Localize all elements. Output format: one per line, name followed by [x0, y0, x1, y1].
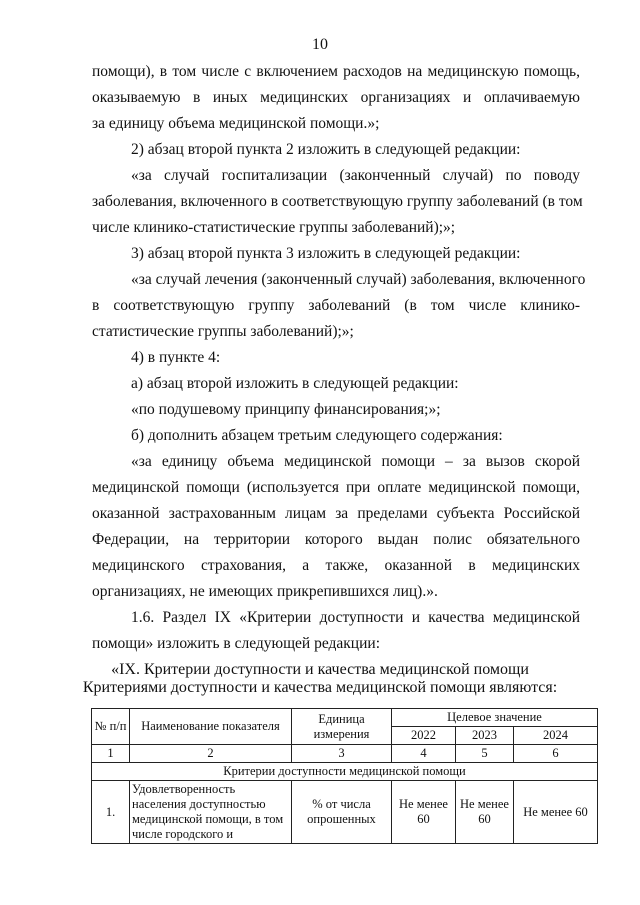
text-line: б) дополнить абзацем третьим следующего содержания:	[131, 427, 503, 444]
header-indicator-name: Наименование показателя	[130, 709, 292, 745]
text-line: статистические группы заболеваний);»;	[92, 323, 354, 340]
text-line: за единицу объема медицинской помощи.»;	[92, 115, 380, 132]
text-line: 3) абзац второй пункта 3 изложить в следующей редакции:	[131, 245, 521, 262]
text-line: «за случай госпитализации (законченный случай) по поводу	[131, 167, 580, 184]
text-line: «за единицу объема медицинской помощи – за вызов скорой	[131, 453, 580, 470]
header-target-value: Целевое значение	[392, 709, 598, 727]
text-line: «по подушевому принципу финансирования;»;	[131, 401, 441, 418]
text-line: оказанной застрахованным лицам за пределами субъекта Российской	[92, 505, 580, 522]
text-line: оказываемую в иных медицинских организациях и оплачиваемую	[92, 89, 580, 106]
row-indicator-name: Удовлетворенность населения доступностью медицинской помощи, в том числе городского и	[130, 781, 292, 844]
index-cell: 4	[392, 745, 456, 763]
text-line: заболевания, включенного в соответствующую группу заболеваний (в том	[92, 193, 583, 210]
criteria-table	[91, 708, 598, 844]
row-num: 1.	[92, 781, 130, 844]
table-index-row	[92, 745, 598, 763]
row-value-2022: Не менее 60	[392, 781, 456, 844]
text-line: Федерации, на территории которого выдан полис обязательного	[92, 531, 580, 548]
text-line: а) абзац второй изложить в следующей редакции:	[131, 375, 459, 392]
section-intro: Критериями доступности и качества медицинской помощи являются:	[82, 679, 558, 696]
table-group-row	[92, 763, 598, 781]
row-value-2023: Не менее 60	[456, 781, 514, 844]
text-line: организациях, не имеющих прикрепившихся лиц).».	[92, 583, 438, 600]
text-line: 1.6. Раздел IX «Критерии доступности и качества медицинской	[131, 609, 580, 626]
group-title: Критерии доступности медицинской помощи	[92, 763, 598, 781]
row-value-2024: Не менее 60	[514, 781, 598, 844]
table-header-row	[92, 709, 598, 727]
header-year: 2023	[456, 727, 514, 745]
text-line: помощи), в том числе с включением расходов на медицинскую помощь,	[92, 63, 580, 80]
row-unit: % от числа опрошенных	[292, 781, 392, 844]
index-cell: 3	[292, 745, 392, 763]
text-line: помощи» изложить в следующей редакции:	[92, 635, 380, 652]
text-line: «за случай лечения (законченный случай) заболевания, включенного	[131, 271, 586, 288]
text-line: 4) в пункте 4:	[131, 349, 221, 366]
header-year: 2022	[392, 727, 456, 745]
text-line: в соответствующую группу заболеваний (в том числе клинико-	[92, 297, 580, 314]
index-cell: 5	[456, 745, 514, 763]
text-line: медицинского страхования, а также, оказанной в медицинских	[92, 557, 580, 574]
header-num: № п/п	[92, 709, 130, 745]
table-row	[92, 781, 598, 844]
header-year: 2024	[514, 727, 598, 745]
text-line: числе клинико-статистические группы заболеваний);»;	[92, 219, 456, 236]
index-cell: 1	[92, 745, 130, 763]
header-unit: Единица измерения	[292, 709, 392, 745]
text-line: 2) абзац второй пункта 2 изложить в следующей редакции:	[131, 141, 521, 158]
index-cell: 6	[514, 745, 598, 763]
section-title: «IX. Критерии доступности и качества медицинской помощи	[111, 661, 529, 678]
text-line: медицинской помощи (используется при оплате медицинской помощи,	[92, 479, 580, 496]
index-cell: 2	[130, 745, 292, 763]
page-number: 10	[312, 36, 328, 53]
